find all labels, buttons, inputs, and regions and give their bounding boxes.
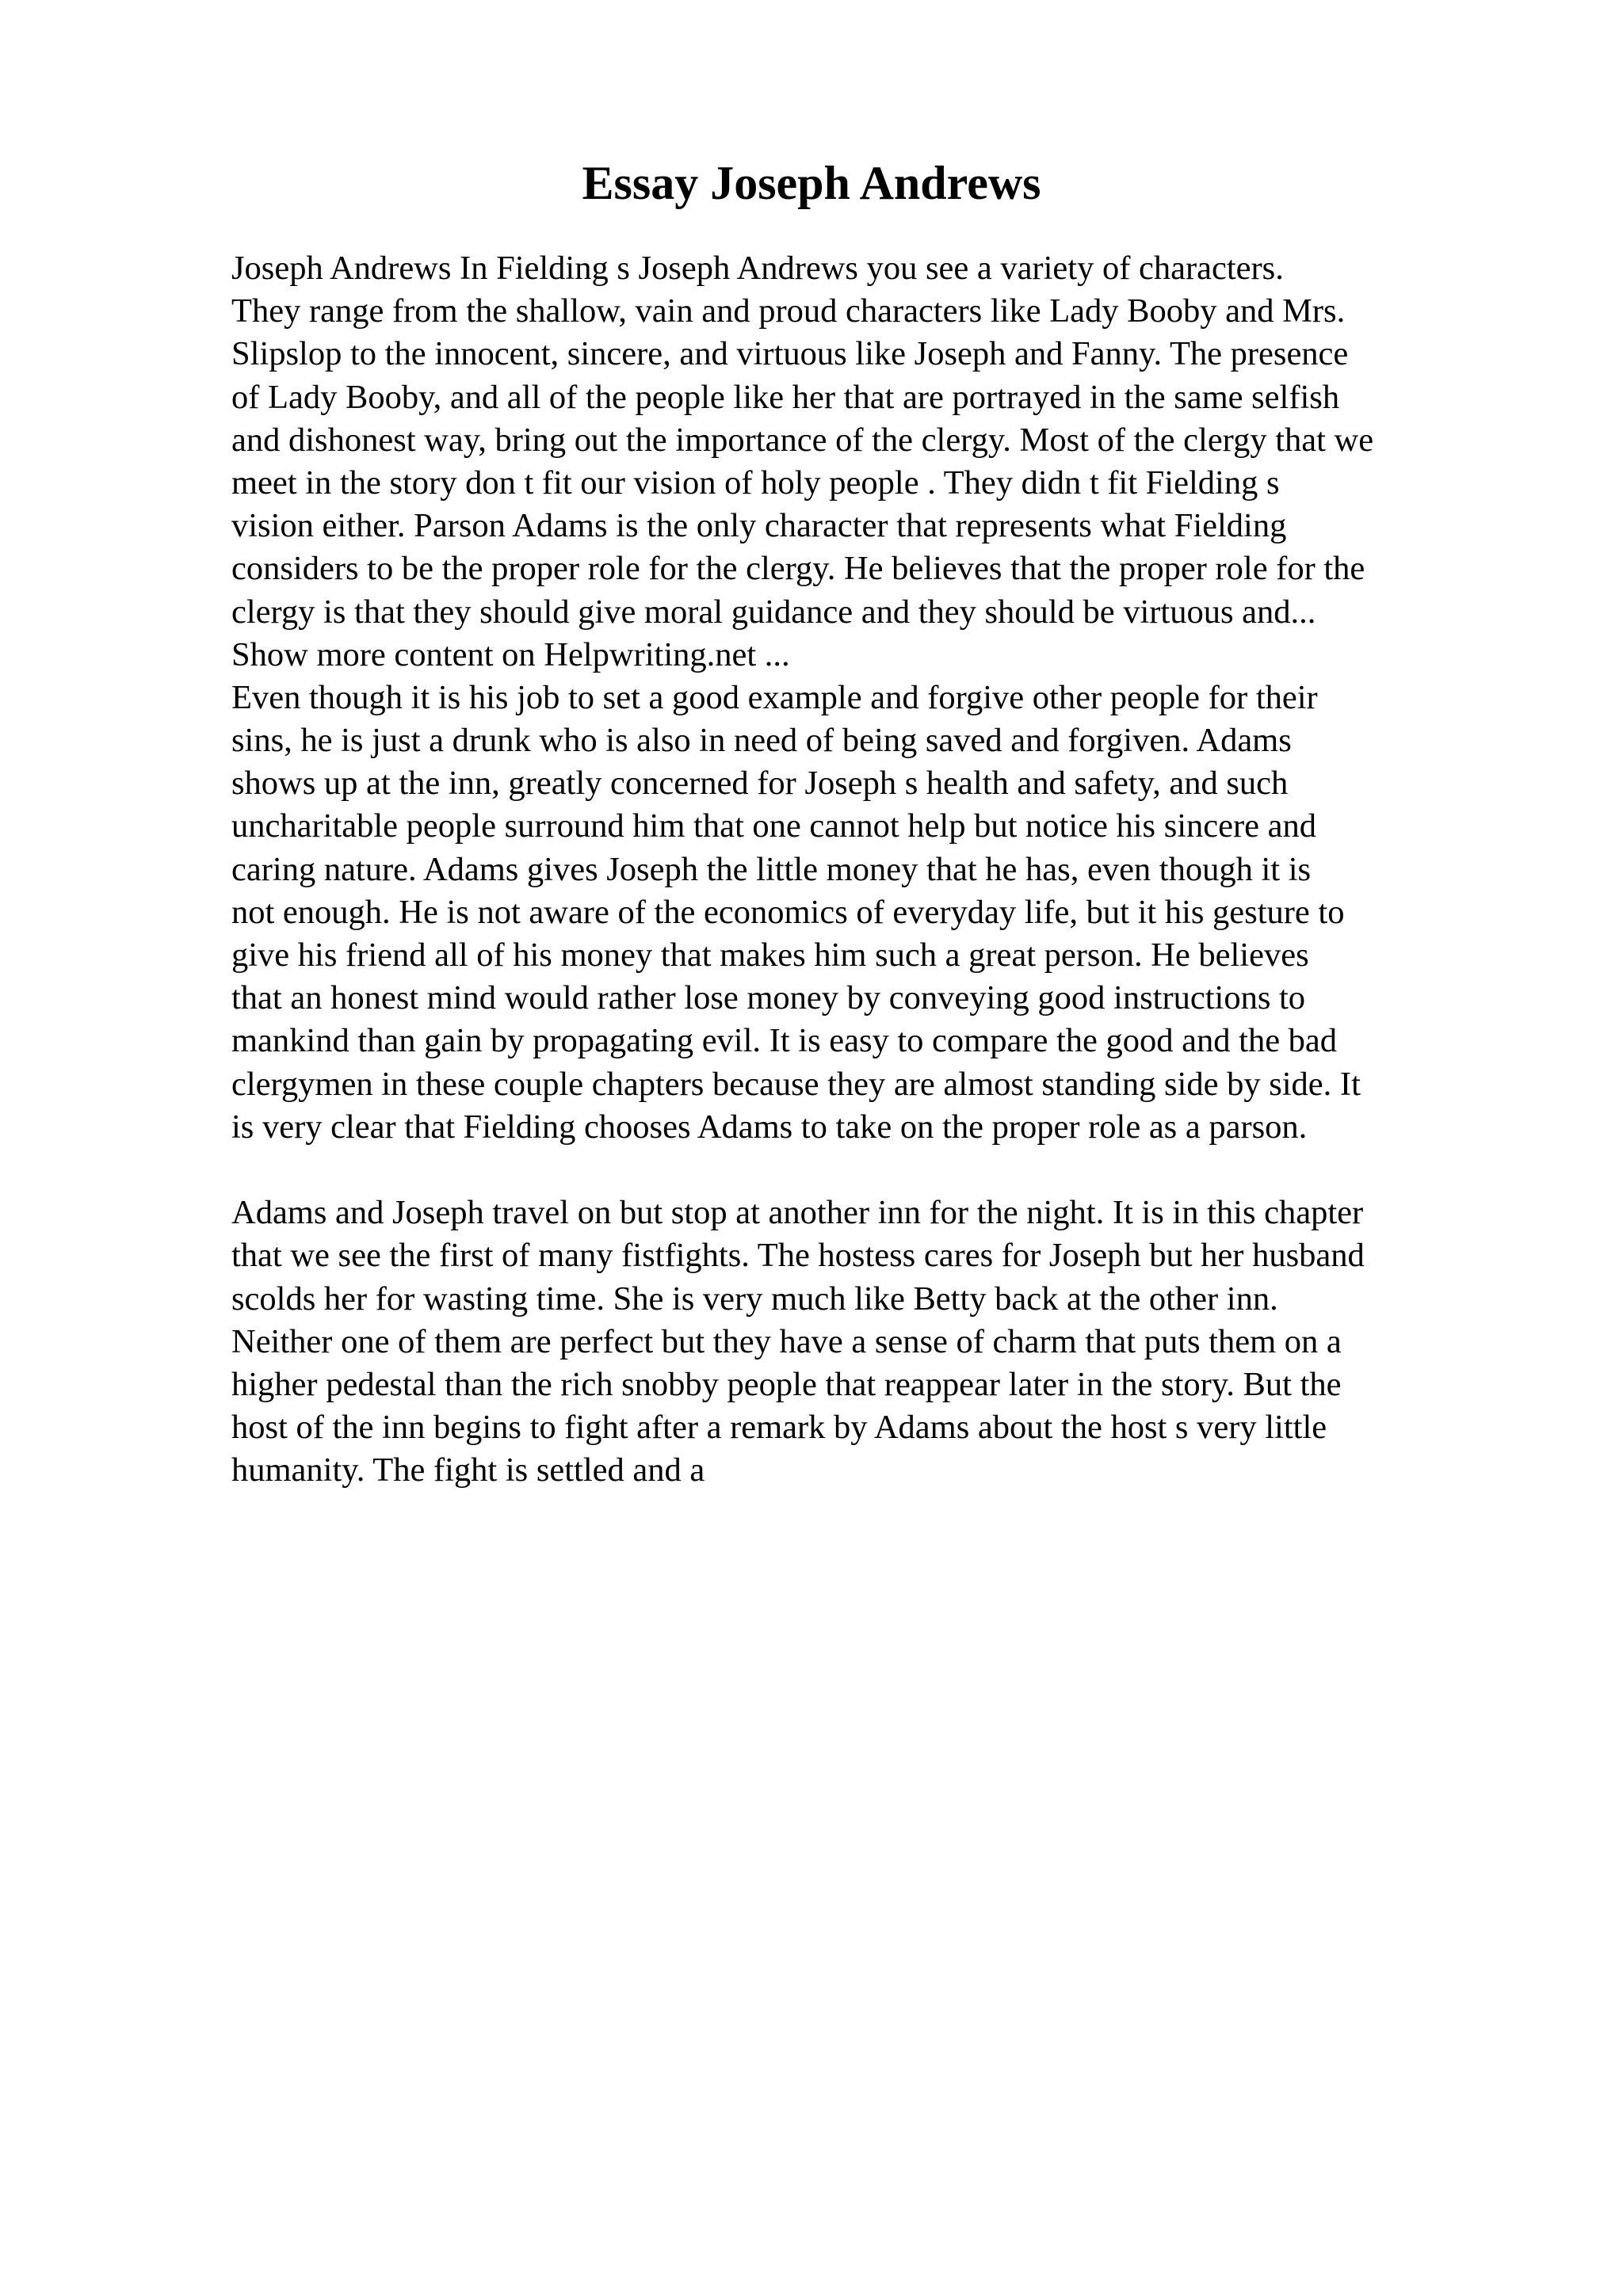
body-line: They range from the shallow, vain and proud characters like Lady Booby and Mrs. xyxy=(231,292,1346,330)
paragraph-break xyxy=(231,1149,1515,1192)
body-line: is very clear that Fielding chooses Adams to take on the proper role as a parson. xyxy=(231,1108,1308,1146)
body-line: shows up at the inn, greatly concerned for Joseph s health and safety, and such xyxy=(231,765,1289,803)
body-line: meet in the story don t fit our vision of holy people . They didn t fit Fielding s xyxy=(231,463,1280,502)
body-line: not enough. He is not aware of the economics of everyday life, but it his gesture to xyxy=(231,893,1345,931)
body-line: considers to be the proper role for the clergy. He believes that the proper role for the xyxy=(231,550,1365,588)
body-line: that an honest mind would rather lose money by conveying good instructions to xyxy=(231,979,1306,1017)
body-line: clergymen in these couple chapters because they are almost standing side by side. It xyxy=(231,1065,1361,1103)
body-line: mankind than gain by propagating evil. It is easy to compare the good and the bad xyxy=(231,1022,1338,1060)
body-line: scolds her for wasting time. She is very much like Betty back at the other inn. xyxy=(231,1280,1278,1318)
body-line: higher pedestal than the rich snobby people that reappear later in the story. But the xyxy=(231,1365,1342,1403)
show-more-link[interactable]: Show more content on Helpwriting.net ... xyxy=(231,635,790,673)
body-line: sins, he is just a drunk who is also in need of being saved and forgiven. Adams xyxy=(231,722,1292,760)
body-line: Even though it is his job to set a good example and forgive other people for their xyxy=(231,678,1318,716)
body-line: clergy is that they should give moral guidance and they should be virtuous and... xyxy=(231,593,1316,631)
body-line: uncharitable people surround him that one cannot help but notice his sincere and xyxy=(231,807,1317,845)
body-line: give his friend all of his money that makes him such a great person. He believes xyxy=(231,936,1309,974)
body-line: Slipslop to the innocent, sincere, and virtuous like Joseph and Fanny. The presence xyxy=(231,335,1349,373)
body-line: vision either. Parson Adams is the only character that represents what Fielding xyxy=(231,507,1287,545)
body-line: host of the inn begins to fight after a remark by Adams about the host s very little xyxy=(231,1409,1327,1447)
body-line: Adams and Joseph travel on but stop at another inn for the night. It is in this chapter xyxy=(231,1194,1364,1232)
document-title: Essay Joseph Andrews xyxy=(582,157,1041,209)
body-line: caring nature. Adams gives Joseph the little money that he has, even though it is xyxy=(231,850,1312,888)
body-line: that we see the first of many fistfights. The hostess cares for Joseph but her husband xyxy=(231,1237,1365,1275)
body-line: Joseph Andrews In Fielding s Joseph Andrews you see a variety of characters. xyxy=(231,250,1284,287)
body-line: humanity. The fight is settled and a xyxy=(231,1451,705,1489)
body-line: and dishonest way, bring out the importance of the clergy. Most of the clergy that we xyxy=(231,421,1374,459)
body-line: of Lady Booby, and all of the people like her that are portrayed in the same selfish xyxy=(231,378,1340,416)
body-line: Neither one of them are perfect but they have a sense of charm that puts them on a xyxy=(231,1322,1342,1360)
document-body xyxy=(231,247,1515,1492)
